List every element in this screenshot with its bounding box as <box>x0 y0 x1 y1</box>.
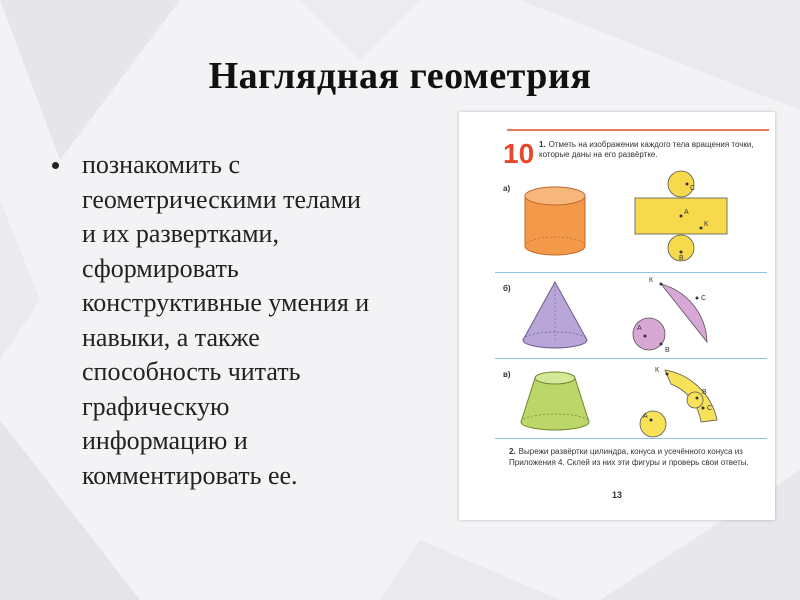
point-label: С <box>701 295 707 302</box>
task-1-text: Отметь на изображении каждого тела вращения точки, которые даны на его развёртке. <box>539 140 754 159</box>
point-label: С <box>690 185 696 192</box>
textbook-page-image <box>459 112 775 520</box>
point-label: В <box>702 389 707 396</box>
point-label: С <box>707 405 713 412</box>
task-2-text: Вырежи развёртки цилиндра, конуса и усечённого конуса из Приложения 4. Склей из них эти фигуры и проверь свои ответы. <box>509 447 749 467</box>
cone-figure <box>515 278 595 354</box>
point-label: В <box>679 255 684 262</box>
section-label-v: в) <box>503 370 511 379</box>
frustum-figure <box>515 368 595 438</box>
cylinder-net <box>629 170 739 266</box>
page-number: 13 <box>611 490 622 500</box>
point-label: А <box>637 325 642 332</box>
page-top-rule <box>507 129 769 131</box>
point-label: К <box>704 221 709 228</box>
bullet-item <box>52 148 452 493</box>
lesson-number: 10 <box>503 138 535 169</box>
task-1 <box>539 140 767 160</box>
cone-net <box>627 272 737 356</box>
task-1-number: 1. <box>539 140 546 149</box>
cylinder-figure <box>515 184 595 260</box>
point-label: А <box>684 209 689 216</box>
task-2-number: 2. <box>509 447 516 456</box>
point-label: А <box>643 413 648 420</box>
slide-title: Наглядная геометрия <box>208 55 592 97</box>
bullet-text: познакомить с геометрическими телами и их развертками, сформировать конструктивные умения и навыки, а также способность читать графическую информацию и комментировать ее. <box>82 150 370 490</box>
point-label: К <box>649 277 654 284</box>
point-label: В <box>665 347 670 354</box>
section-label-a: а) <box>503 184 511 193</box>
separator-line <box>495 358 767 359</box>
task-2 <box>509 446 771 468</box>
frustum-net <box>629 360 739 442</box>
bullet-dot <box>52 162 59 169</box>
section-label-b: б) <box>503 284 511 293</box>
point-label: К <box>655 367 660 374</box>
